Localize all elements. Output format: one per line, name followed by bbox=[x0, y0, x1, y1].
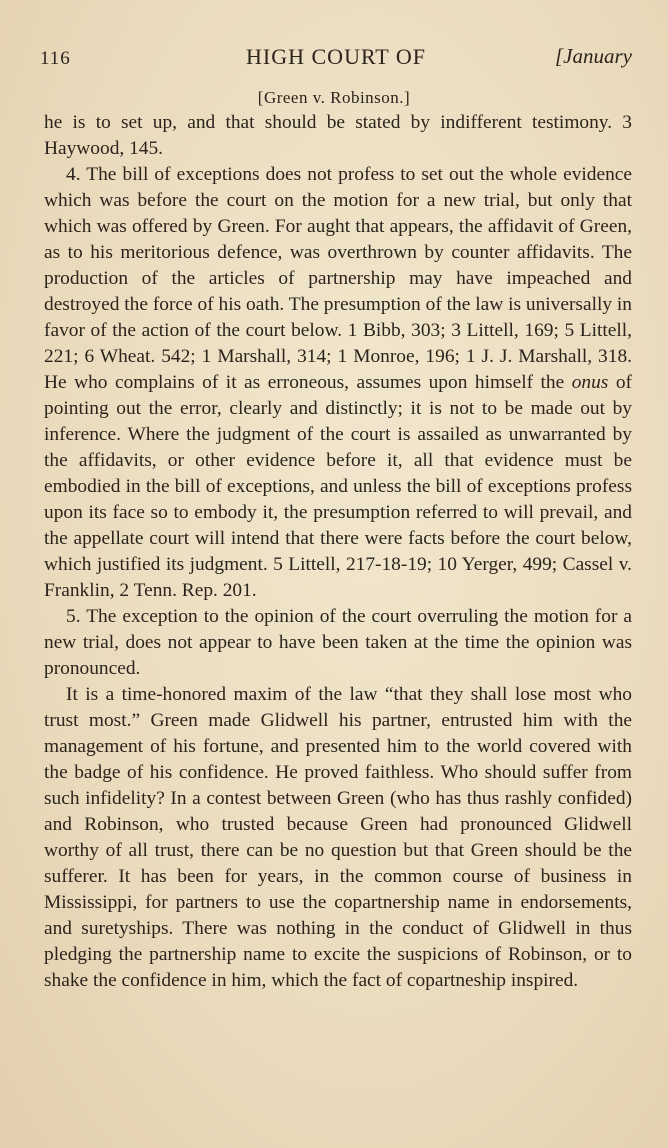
paragraph-text: of pointing out the error, clearly and distinctly; it is not to be made out by inference. Where the judgment of the court is assailed as unwarranted by the affidavits, or other evidence before it, all that evidence must be embodied in the bill of exceptions, and unless the bill of exceptions profess upon its face so to embody it, the presumption referred to will prevail, and the appellate court will intend that there were facts before the court below, which justified its judgment. 5 Littell, 217-18-19; 10 Yerger, 499; Cassel v. Franklin, 2 Tenn. Rep. 201. bbox=[44, 372, 632, 601]
italic-term: onus bbox=[571, 372, 609, 393]
term-label: [January bbox=[555, 44, 632, 68]
running-head: HIGH COURT OF bbox=[246, 44, 426, 69]
page-number: 116 bbox=[40, 48, 71, 69]
paragraph-point-4 bbox=[44, 162, 632, 604]
paragraph-maxim: It is a time-honored maxim of the law “that they shall lose most who trust most.” Green made Glidwell his partner, entrusted him with the management of his fortune, and presented him to the world covered with the badge of his confidence. He proved faithless. Who should suffer from such infidelity? In a contest between Green (who has thus rashly confided) and Robinson, who trusted because Green had pronounced Glidwell worthy of all trust, there can be no question but that Green should be the sufferer. It has been for years, in the common course of business in Mississippi, for partners to use the copartnership name in endorsements, and suretyships. There was nothing in the conduct of Glidwell in thus pledging the partnership name to excite the suspicions of Robinson, or to shake the confidence in him, which the fact of copartneship inspired. bbox=[44, 684, 632, 991]
paragraph-point-5: 5. The exception to the opinion of the court overruling the motion for a new trial, does not appear to have been taken at the time the opinion was pronounced. bbox=[44, 606, 632, 679]
page-header bbox=[40, 42, 632, 72]
paragraph-text: 4. The bill of exceptions does not profess to set out the whole evidence which was before the court on the motion for a new trial, but only that which was offered by Green. For aught that appears, the affidavit of Green, as to his meritorious defence, was overthrown by counter affidavits. The production of the articles of partnership may have impeached and destroyed the force of his oath. The presumption of the law is universally in favor of the action of the court below. 1 Bibb, 303; 3 Littell, 169; 5 Littell, 221; 6 Wheat. 542; 1 Marshall, 314; 1 Monroe, 196; 1 J. J. Marshall, 318. He who complains of it as erroneous, assumes upon himself the bbox=[44, 164, 632, 393]
case-caption: [Green v. Robinson.] bbox=[257, 88, 411, 107]
body-text bbox=[44, 110, 632, 994]
paragraph-continuation: he is to set up, and that should be stated by indifferent testimony. 3 Haywood, 145. bbox=[44, 112, 632, 159]
